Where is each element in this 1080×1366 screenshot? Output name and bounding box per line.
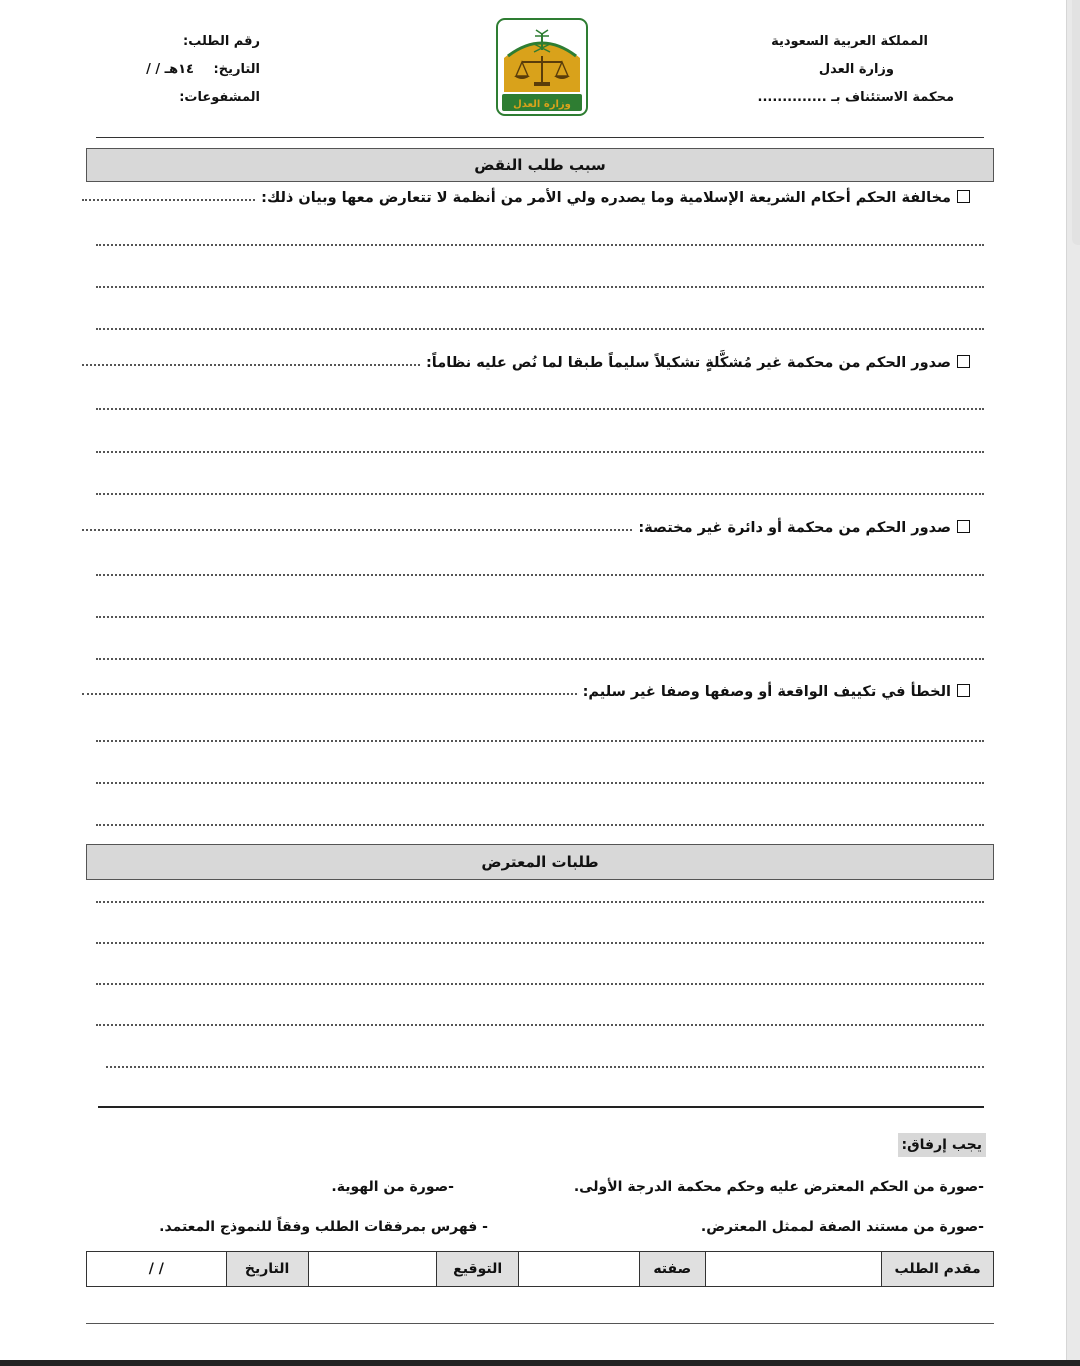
capacity-field[interactable] <box>518 1252 639 1286</box>
dotted-line[interactable] <box>82 199 255 201</box>
reason-label: صدور الحكم من محكمة أو دائرة غير مختصة: <box>638 520 951 536</box>
reason-item-3[interactable] <box>82 520 970 536</box>
dotted-line[interactable] <box>96 782 984 784</box>
attachment-item: -صورة من مستند الصفة لممثل المعترض. <box>700 1219 984 1235</box>
capacity-label: صفته <box>639 1252 705 1286</box>
reason-label: مخالفة الحكم أحكام الشريعة الإسلامية وما يصدره ولي الأمر من أنظمة لا تتعارض معها وبيان ذلك: <box>261 190 951 206</box>
checkbox[interactable] <box>957 355 970 368</box>
dotted-line[interactable] <box>96 1024 984 1026</box>
dotted-line[interactable] <box>96 574 984 576</box>
requests-section-title: طلبات المعترض <box>86 844 994 880</box>
checkbox[interactable] <box>957 520 970 533</box>
checkbox[interactable] <box>957 684 970 697</box>
request-number-label: رقم الطلب: <box>183 34 260 49</box>
reason-label: الخطأ في تكييف الواقعة أو وصفها وصفا غير سليم: <box>582 684 951 700</box>
hijri-date-value: / / ١٤هـ <box>146 62 194 77</box>
dotted-line[interactable] <box>96 408 984 410</box>
signature-label: التوقيع <box>436 1252 518 1286</box>
reason-item-1[interactable] <box>82 190 970 206</box>
reason-item-4[interactable] <box>82 684 970 700</box>
dotted-line[interactable] <box>96 493 984 495</box>
dotted-line[interactable] <box>96 740 984 742</box>
scrollbar-thumb[interactable] <box>1072 0 1080 245</box>
section-divider <box>98 1106 984 1108</box>
date-label: التاريخ: <box>213 62 260 77</box>
dotted-line[interactable] <box>82 529 632 531</box>
kingdom-name: المملكة العربية السعودية <box>771 34 928 49</box>
date-field[interactable]: / / <box>148 1261 164 1277</box>
signature-row <box>86 1251 994 1287</box>
footer-divider <box>86 1323 994 1324</box>
attachments-title: يجب إرفاق: <box>898 1133 986 1157</box>
attachment-item: -صورة من الحكم المعترض عليه وحكم محكمة الدرجة الأولى. <box>573 1179 984 1195</box>
dotted-line[interactable] <box>96 901 984 903</box>
dotted-line[interactable] <box>96 942 984 944</box>
dotted-line[interactable] <box>96 658 984 660</box>
attachment-item: - فهرس بمرفقات الطلب وفقاً للنموذج المعتمد. <box>159 1219 488 1235</box>
dotted-line[interactable] <box>82 693 577 695</box>
signature-field[interactable] <box>308 1252 437 1286</box>
attachment-item: -صورة من الهوية. <box>331 1179 454 1195</box>
dotted-line[interactable] <box>96 451 984 453</box>
applicant-field[interactable] <box>705 1252 882 1286</box>
ministry-name: وزارة العدل <box>818 62 894 77</box>
dotted-line[interactable] <box>106 1066 984 1068</box>
applicant-label: مقدم الطلب <box>881 1252 993 1286</box>
dotted-line[interactable] <box>82 364 420 366</box>
logo-text: وزارة العدل <box>513 99 571 110</box>
dotted-line[interactable] <box>96 328 984 330</box>
dotted-line[interactable] <box>96 286 984 288</box>
date-label: التاريخ <box>226 1252 308 1286</box>
reason-item-2[interactable] <box>82 355 970 371</box>
dotted-line[interactable] <box>96 983 984 985</box>
reasons-section-title: سبب طلب النقض <box>86 148 994 182</box>
header-divider <box>96 137 984 138</box>
reason-label: صدور الحكم من محكمة غير مُشكَّلةٍ تشكيلاً سليماً طبقا لما نُص عليه نظاماً: <box>425 355 951 371</box>
attachments-label: المشفوعات: <box>179 90 260 105</box>
checkbox[interactable] <box>957 190 970 203</box>
ministry-of-justice-logo <box>496 18 588 116</box>
dotted-line[interactable] <box>96 616 984 618</box>
dotted-line[interactable] <box>96 824 984 826</box>
bottom-bar <box>0 1360 1080 1366</box>
appeal-court-field: محكمة الاستئناف بـ .............. <box>757 90 954 105</box>
dotted-line[interactable] <box>96 244 984 246</box>
